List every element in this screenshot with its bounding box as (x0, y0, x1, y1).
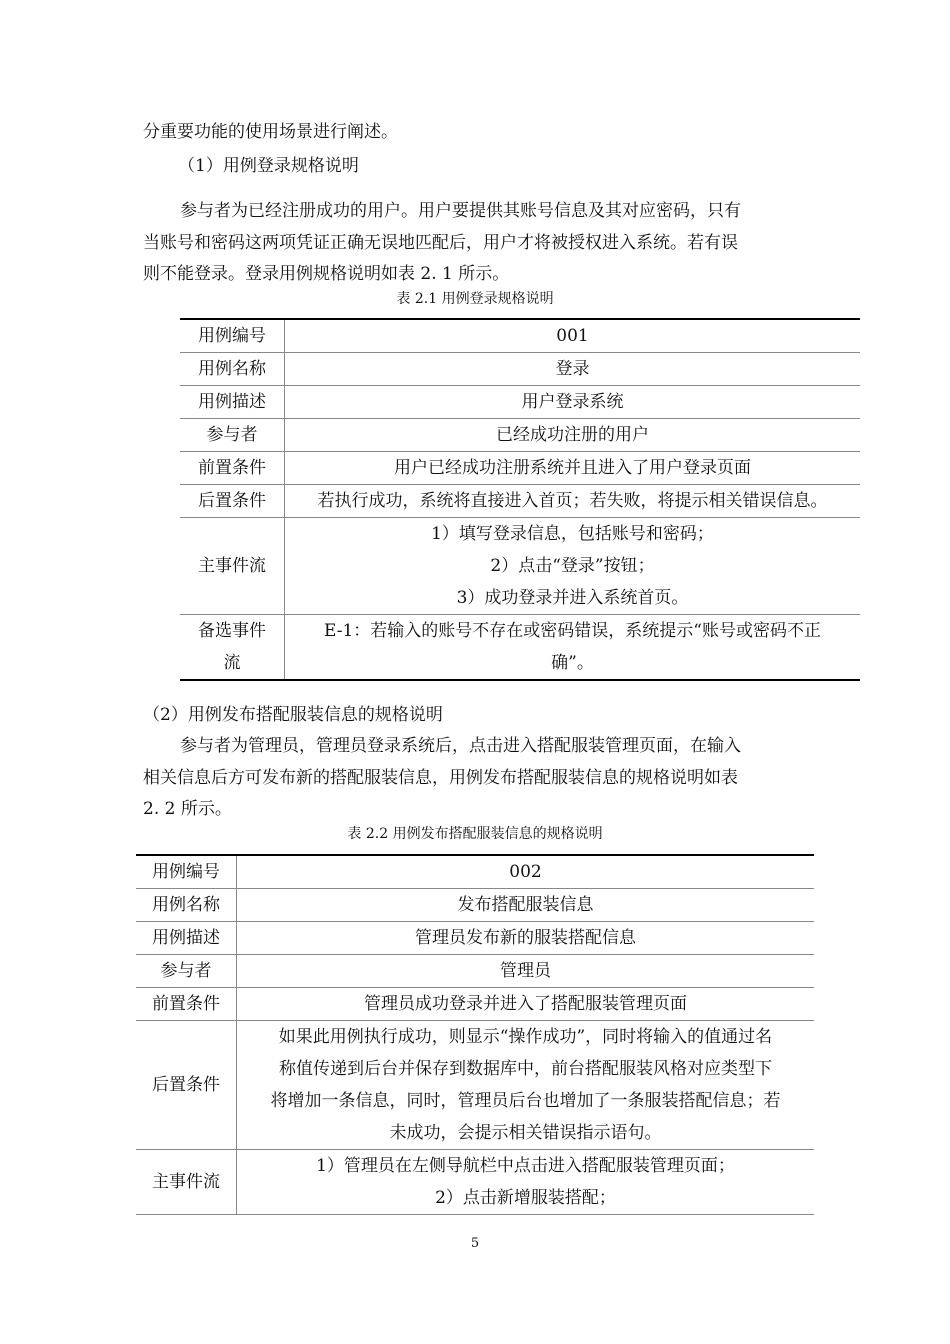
table-row (136, 922, 814, 955)
row-label-text: 用例名称 (198, 359, 266, 379)
row-label (136, 955, 237, 988)
table-row (180, 419, 860, 452)
row-label (180, 518, 285, 615)
row-label-text: 备选事件 (198, 621, 266, 641)
table-row (180, 615, 860, 681)
row-label-text: 前置条件 (152, 994, 220, 1014)
row-value-line: 若执行成功，系统将直接进入首页；若失败，将提示相关错误信息。 (317, 491, 828, 511)
row-label (180, 452, 285, 485)
paragraph-line: 则不能登录。登录用例规格说明如表 2. 1 所示。 (143, 264, 510, 284)
row-label (180, 353, 285, 386)
row-label-text: 后置条件 (198, 491, 266, 511)
row-value-line: 发布搭配服装信息 (457, 895, 594, 915)
row-value (285, 615, 861, 681)
row-value (285, 419, 861, 452)
table-row (136, 1021, 814, 1150)
row-value-line: 未成功，会提示相关错误指示语句。 (389, 1123, 662, 1143)
row-value (237, 855, 815, 889)
paragraph-line: 2. 2 所示。 (143, 799, 232, 819)
row-value (237, 988, 815, 1021)
table-1-caption: 表 2.1 用例登录规格说明 (396, 291, 554, 307)
row-label-text: 用例编号 (152, 862, 220, 882)
row-value-line: 1）填写登录信息，包括账号和密码； (431, 524, 714, 544)
row-label (180, 615, 285, 681)
row-label-text: 后置条件 (152, 1075, 220, 1095)
table-2-caption: 表 2.2 用例发布搭配服装信息的规格说明 (347, 826, 603, 842)
row-label (136, 1021, 237, 1150)
table-row (180, 353, 860, 386)
paragraph-tail: 分重要功能的使用场景进行阐述。 (143, 122, 398, 142)
row-value (285, 386, 861, 419)
row-label (180, 319, 285, 353)
table-row (180, 319, 860, 353)
table-row (136, 955, 814, 988)
row-value-line: 管理员发布新的服装搭配信息 (415, 928, 636, 948)
row-value-line: 将增加一条信息，同时，管理员后台也增加了一条服装搭配信息；若 (270, 1091, 781, 1111)
row-label-text: 主事件流 (152, 1172, 220, 1192)
row-label (136, 922, 237, 955)
row-value (285, 518, 861, 615)
row-label (180, 419, 285, 452)
paragraph-line: 参与者为管理员，管理员登录系统后，点击进入搭配服装管理页面，在输入 (180, 736, 741, 756)
row-value (285, 353, 861, 386)
section-heading-2: （2）用例发布搭配服装信息的规格说明 (143, 705, 443, 725)
row-value (237, 1150, 815, 1215)
row-label-text: 主事件流 (198, 556, 266, 576)
table-row (180, 452, 860, 485)
paragraph-line: 当账号和密码这两项凭证正确无误地匹配后，用户才将被授权进入系统。若有误 (143, 233, 738, 253)
row-value (285, 319, 861, 353)
row-value (237, 955, 815, 988)
table-row (136, 855, 814, 889)
table-row (136, 988, 814, 1021)
row-label-text: 流 (223, 653, 241, 673)
row-value-line: 如果此用例执行成功，则显示“操作成功”，同时将输入的值通过名 (278, 1027, 773, 1047)
row-value-line: 称值传递到后台并保存到数据库中，前台搭配服装风格对应类型下 (279, 1059, 772, 1079)
row-label-text: 用例描述 (152, 928, 220, 948)
row-value-line: 2）点击新增服装搭配； (435, 1188, 616, 1208)
row-label (136, 855, 237, 889)
row-value (285, 485, 861, 518)
page-number: 5 (470, 1236, 480, 1251)
row-value-line: 002 (509, 862, 542, 882)
row-label-text: 参与者 (206, 425, 258, 445)
row-value-line: 管理员 (500, 961, 551, 981)
table-row (180, 485, 860, 518)
row-label-text: 参与者 (160, 961, 212, 981)
row-value-line: E-1：若输入的账号不存在或密码错误，系统提示“账号或密码不正 (324, 621, 821, 641)
row-value (237, 922, 815, 955)
row-label-text: 前置条件 (198, 458, 266, 478)
row-label-text: 用例名称 (152, 895, 220, 915)
table-row (136, 1150, 814, 1215)
row-value-line: 管理员成功登录并进入了搭配服装管理页面 (364, 994, 687, 1014)
row-label (136, 988, 237, 1021)
row-value (285, 452, 861, 485)
row-label (136, 1150, 237, 1215)
paragraph-line: 参与者为已经注册成功的用户。用户要提供其账号信息及其对应密码，只有 (180, 201, 741, 221)
row-label (136, 889, 237, 922)
row-value-line: 2）点击“登录”按钮； (490, 556, 655, 576)
row-value-line: 001 (556, 326, 589, 346)
row-value-line: 登录 (555, 359, 590, 379)
table-row (136, 889, 814, 922)
row-value-line: 确”。 (551, 653, 594, 673)
row-value-line: 已经成功注册的用户 (496, 425, 649, 445)
row-value-line: 3）成功登录并进入系统首页。 (456, 588, 689, 608)
row-value-line: 用户已经成功注册系统并且进入了用户登录页面 (394, 458, 751, 478)
table-publish-outfit-use-case (136, 854, 814, 1215)
row-label-text: 用例编号 (198, 326, 266, 346)
table-login-use-case (180, 318, 860, 681)
row-label (180, 386, 285, 419)
row-label (180, 485, 285, 518)
section-heading-1: （1）用例登录规格说明 (178, 156, 359, 176)
row-label-text: 用例描述 (198, 392, 266, 412)
table-row (180, 386, 860, 419)
paragraph-line: 相关信息后方可发布新的搭配服装信息，用例发布搭配服装信息的规格说明如表 (143, 768, 738, 788)
row-value-line: 1）管理员在左侧导航栏中点击进入搭配服装管理页面； (316, 1156, 735, 1176)
row-value (237, 889, 815, 922)
row-value-line: 用户登录系统 (521, 392, 624, 412)
table-row (180, 518, 860, 615)
row-value (237, 1021, 815, 1150)
